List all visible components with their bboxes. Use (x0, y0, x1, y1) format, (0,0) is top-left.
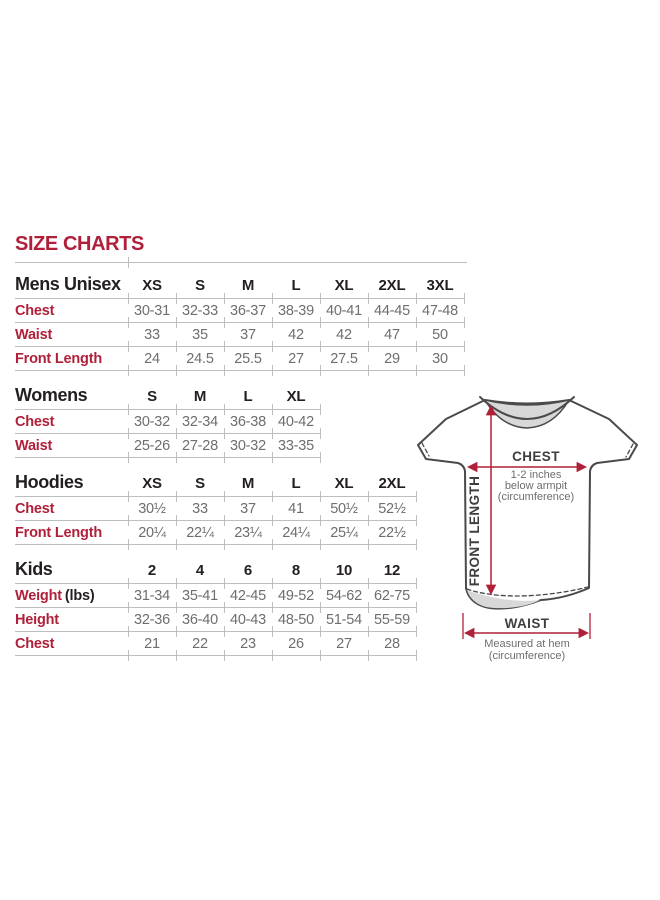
size-table-womens (15, 384, 467, 458)
size-value: 38-39 (272, 299, 320, 323)
size-column-header: XL (320, 471, 368, 497)
size-column-header: 4 (176, 558, 224, 584)
size-value: 28 (368, 632, 416, 656)
chest-note-line-3: (circumference) (497, 491, 575, 503)
size-value: 62-75 (368, 584, 416, 608)
size-value: 25¼ (320, 521, 368, 545)
size-value: 24¼ (272, 521, 320, 545)
size-value: 35-41 (176, 584, 224, 608)
size-column-header: XL (320, 273, 368, 299)
table-title: Womens (15, 384, 128, 410)
size-column-header: XS (128, 471, 176, 497)
chest-note-line-1: 1-2 inches (510, 469, 562, 481)
size-column-header: M (224, 471, 272, 497)
size-table-mens-unisex (15, 273, 467, 371)
size-value: 30-32 (128, 410, 176, 434)
size-column-header: L (224, 384, 272, 410)
size-value: 23 (224, 632, 272, 656)
size-value: 35 (176, 323, 224, 347)
size-value: 30-32 (224, 434, 272, 458)
size-value: 22½ (368, 521, 416, 545)
size-column-header: 10 (320, 558, 368, 584)
size-value: 22¼ (176, 521, 224, 545)
title-underline-tick (128, 257, 129, 268)
row-label: Chest (15, 632, 128, 656)
size-value: 33 (176, 497, 224, 521)
size-value: 21 (128, 632, 176, 656)
size-value: 24.5 (176, 347, 224, 371)
size-value: 54-62 (320, 584, 368, 608)
size-value: 32-34 (176, 410, 224, 434)
size-value: 25-26 (128, 434, 176, 458)
size-column-header: M (224, 273, 272, 299)
size-value: 36-37 (224, 299, 272, 323)
row-label: Chest (15, 497, 128, 521)
chest-note-line-2: below armpit (504, 480, 568, 492)
size-value: 42 (272, 323, 320, 347)
row-label: Chest (15, 299, 128, 323)
chest-label: CHEST (512, 449, 560, 464)
size-value: 31-34 (128, 584, 176, 608)
tshirt-measurement-diagram (413, 383, 650, 675)
front-length-label: FRONT LENGTH (467, 475, 482, 587)
size-value: 37 (224, 497, 272, 521)
size-value: 50 (416, 323, 464, 347)
tables-container (15, 273, 467, 669)
row-label: Chest (15, 410, 128, 434)
size-value: 22 (176, 632, 224, 656)
waist-note-line-2: (circumference) (488, 650, 566, 662)
size-value: 27-28 (176, 434, 224, 458)
size-value: 25.5 (224, 347, 272, 371)
size-column-header: 2XL (368, 471, 416, 497)
size-column-header: S (176, 273, 224, 299)
size-value: 27 (320, 632, 368, 656)
size-value: 27 (272, 347, 320, 371)
size-value: 33-35 (272, 434, 320, 458)
title-underline (15, 262, 467, 263)
row-label: Height (15, 608, 128, 632)
size-value: 40-41 (320, 299, 368, 323)
size-value: 36-38 (224, 410, 272, 434)
tshirt-diagram-svg (413, 383, 650, 675)
size-value: 48-50 (272, 608, 320, 632)
size-value: 30½ (128, 497, 176, 521)
size-value: 23¼ (224, 521, 272, 545)
size-value: 49-52 (272, 584, 320, 608)
row-label: Waist (15, 323, 128, 347)
size-column-header: L (272, 273, 320, 299)
row-label-suffix: (lbs) (64, 587, 95, 604)
size-column-header: 8 (272, 558, 320, 584)
size-value: 41 (272, 497, 320, 521)
size-column-header: M (176, 384, 224, 410)
size-value: 52½ (368, 497, 416, 521)
size-column-header: 6 (224, 558, 272, 584)
size-column-header: XS (128, 273, 176, 299)
size-value: 44-45 (368, 299, 416, 323)
size-value: 40-43 (224, 608, 272, 632)
size-column-header: S (176, 471, 224, 497)
size-value: 42 (320, 323, 368, 347)
table-title: Kids (15, 558, 128, 584)
size-value: 37 (224, 323, 272, 347)
row-label: Weight (lbs) (15, 584, 128, 608)
size-value: 36-40 (176, 608, 224, 632)
size-value: 40-42 (272, 410, 320, 434)
table-title: Hoodies (15, 471, 128, 497)
size-value: 27.5 (320, 347, 368, 371)
size-column-header: 12 (368, 558, 416, 584)
size-value: 32-33 (176, 299, 224, 323)
size-value: 26 (272, 632, 320, 656)
size-value: 47 (368, 323, 416, 347)
size-value: 33 (128, 323, 176, 347)
size-value: 24 (128, 347, 176, 371)
table-title: Mens Unisex (15, 273, 128, 299)
size-column-header: 3XL (416, 273, 464, 299)
size-value: 47-48 (416, 299, 464, 323)
size-value: 20¼ (128, 521, 176, 545)
row-label: Waist (15, 434, 128, 458)
size-value: 29 (368, 347, 416, 371)
size-value: 32-36 (128, 608, 176, 632)
row-label: Front Length (15, 347, 128, 371)
size-value: 30-31 (128, 299, 176, 323)
waist-note-line-1: Measured at hem (484, 638, 570, 650)
size-value: 51-54 (320, 608, 368, 632)
size-value: 30 (416, 347, 464, 371)
size-table-hoodies (15, 471, 467, 545)
row-label: Front Length (15, 521, 128, 545)
size-column-header: L (272, 471, 320, 497)
size-column-header: XL (272, 384, 320, 410)
size-value: 55-59 (368, 608, 416, 632)
size-value: 50½ (320, 497, 368, 521)
size-column-header: 2 (128, 558, 176, 584)
size-column-header: S (128, 384, 176, 410)
size-value: 42-45 (224, 584, 272, 608)
size-column-header: 2XL (368, 273, 416, 299)
size-table-kids (15, 558, 467, 656)
page-title: SIZE CHARTS (15, 233, 144, 255)
waist-label: WAIST (504, 616, 550, 631)
